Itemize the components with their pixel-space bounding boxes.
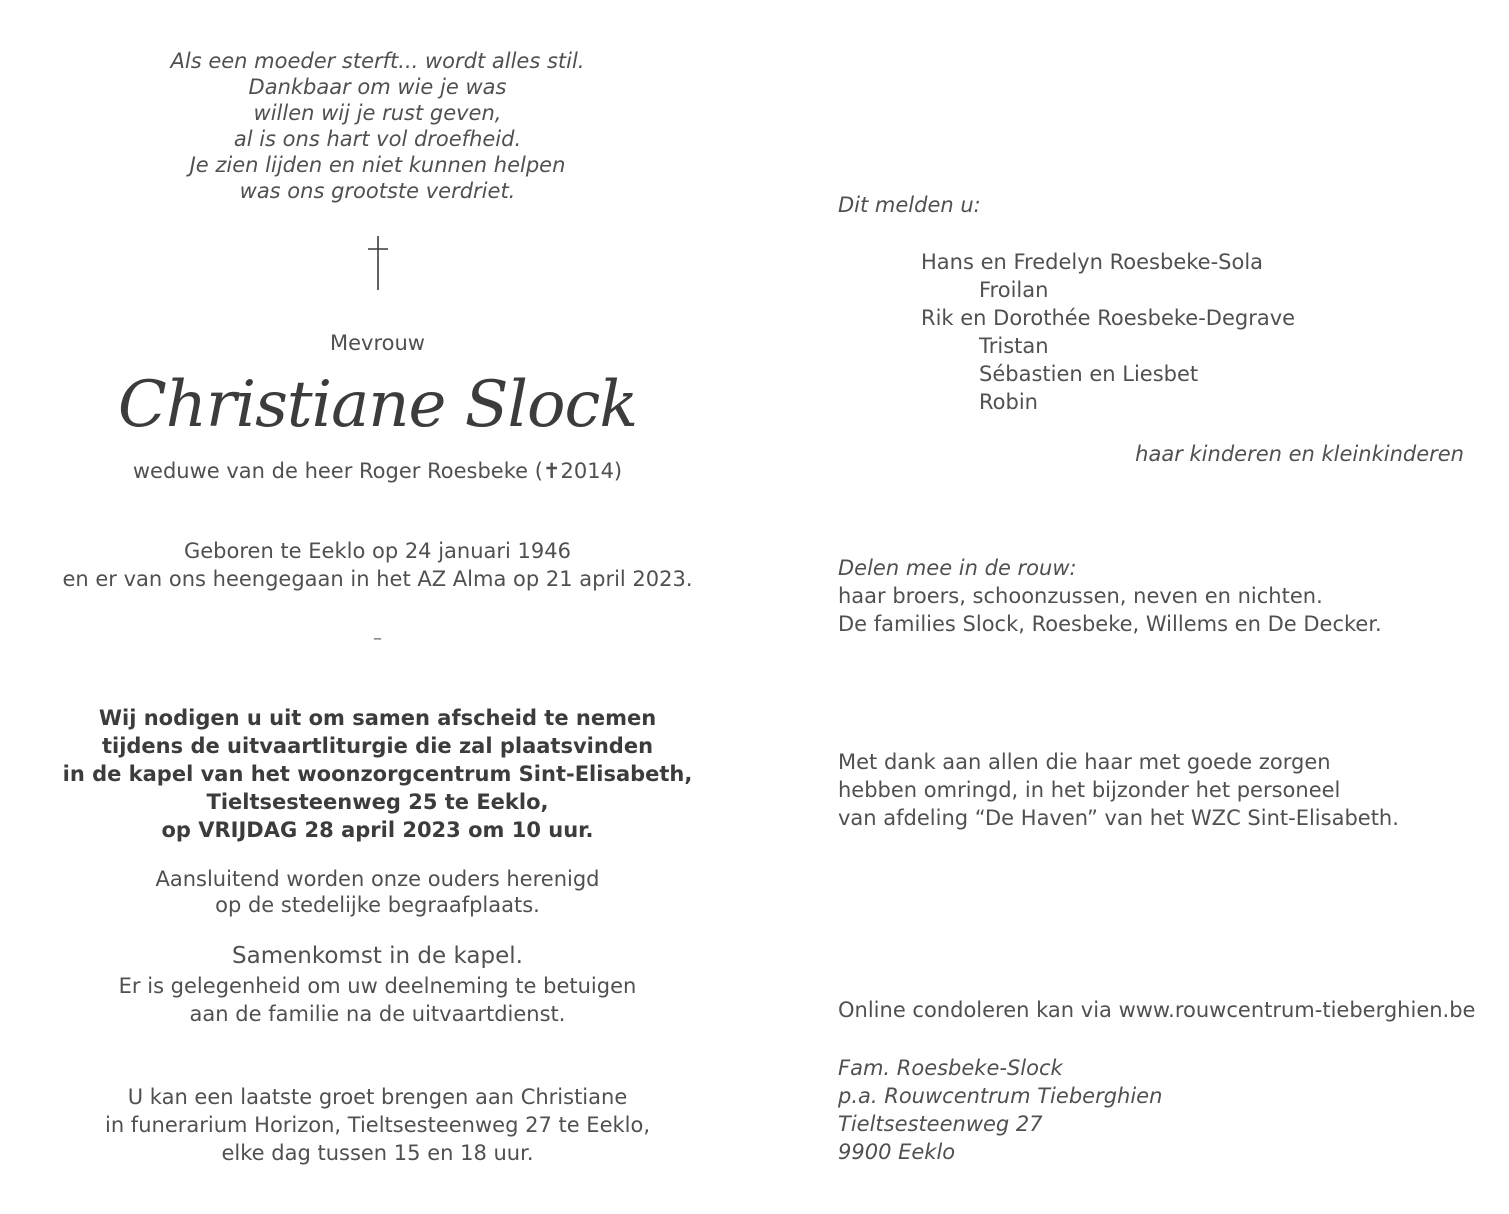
burial-line: op de stedelijke begraafplaats. [215,893,540,917]
thanks-note [838,748,1399,832]
mourning-heading: Delen mee in de rouw: [838,556,1077,580]
gathering-line: Er is gelegenheid om uw deelneming te betuigen [118,974,637,998]
visit-line: U kan een laatste groet brengen aan Christiane [127,1085,628,1109]
online-condolence: Online condoleren kan via www.rouwcentrum-tieberghien.be [838,998,1476,1022]
burial-line: Aansluitend worden onze ouders herenigd [155,867,600,891]
family-caption: haar kinderen en kleinkinderen [1135,442,1464,466]
address-line: 9900 Eeklo [838,1140,956,1164]
gathering-info [30,972,725,1028]
poem-line: was ons grootste verdriet. [239,179,516,203]
honorific: Mevrouw [330,331,425,355]
invitation-line: op VRIJDAG 28 april 2023 om 10 uur. [161,818,594,842]
birth-death-info [30,537,725,593]
invitation-line: Tieltsesteenweg 25 te Eeklo, [206,790,549,814]
poem-line: al is ons hart vol droefheid. [233,127,522,151]
poem [30,48,725,204]
family-member: Hans en Fredelyn Roesbeke-Sola [921,250,1264,274]
separator: – [373,628,382,649]
family-member: Robin [979,390,1038,414]
visit-line: elke dag tussen 15 en 18 uur. [221,1141,534,1165]
thanks-line: hebben omringd, in het bijzonder het personeel [838,778,1341,802]
poem-line: Dankbaar om wie je was [248,75,507,99]
deceased-name: Christiane Slock [117,368,638,442]
gathering-title: Samenkomst in de kapel. [232,943,523,969]
mourning-line: haar broers, schoonzussen, neven en nichten. [838,584,1323,608]
address-line: Fam. Roesbeke-Slock [838,1056,1063,1080]
cross-icon [366,236,390,290]
visit-line: in funerarium Horizon, Tieltsesteenweg 27 te Eeklo, [104,1113,651,1137]
invitation-line: Wij nodigen u uit om samen afscheid te nemen [98,706,657,730]
gathering-line: aan de familie na de uitvaartdienst. [189,1002,566,1026]
family-member: Tristan [979,334,1049,358]
funeral-invitation [30,704,725,844]
family-member: Rik en Dorothée Roesbeke-Degrave [921,306,1296,330]
mourning-line: De families Slock, Roesbeke, Willems en De Decker. [838,612,1382,636]
family-list [838,248,1295,416]
burial-info [30,866,725,918]
death-line: en er van ons heengegaan in het AZ Alma op 21 april 2023. [62,567,693,591]
family-member: Sébastien en Liesbet [979,362,1199,386]
mourning-info [838,554,1382,638]
visitation-info [30,1083,725,1167]
thanks-line: Met dank aan allen die haar met goede zorgen [838,750,1331,774]
announcement-label: Dit melden u: [838,193,981,217]
poem-line: willen wij je rust geven, [253,101,502,125]
address-line: Tieltsesteenweg 27 [838,1112,1043,1136]
poem-line: Als een moeder sterft... wordt alles stil. [170,49,585,73]
thanks-line: van afdeling “De Haven” van het WZC Sint-Elisabeth. [838,806,1399,830]
poem-line: Je zien lijden en niet kunnen helpen [189,153,566,177]
invitation-line: tijdens de uitvaartliturgie die zal plaatsvinden [101,734,654,758]
widow-of: weduwe van de heer Roger Roesbeke (✝2014) [132,459,623,483]
address-line: p.a. Rouwcentrum Tieberghien [838,1084,1163,1108]
family-member: Froilan [979,278,1049,302]
birth-line: Geboren te Eeklo op 24 januari 1946 [183,539,571,563]
invitation-line: in de kapel van het woonzorgcentrum Sint-Elisabeth, [62,762,693,786]
contact-address [838,1054,1162,1166]
